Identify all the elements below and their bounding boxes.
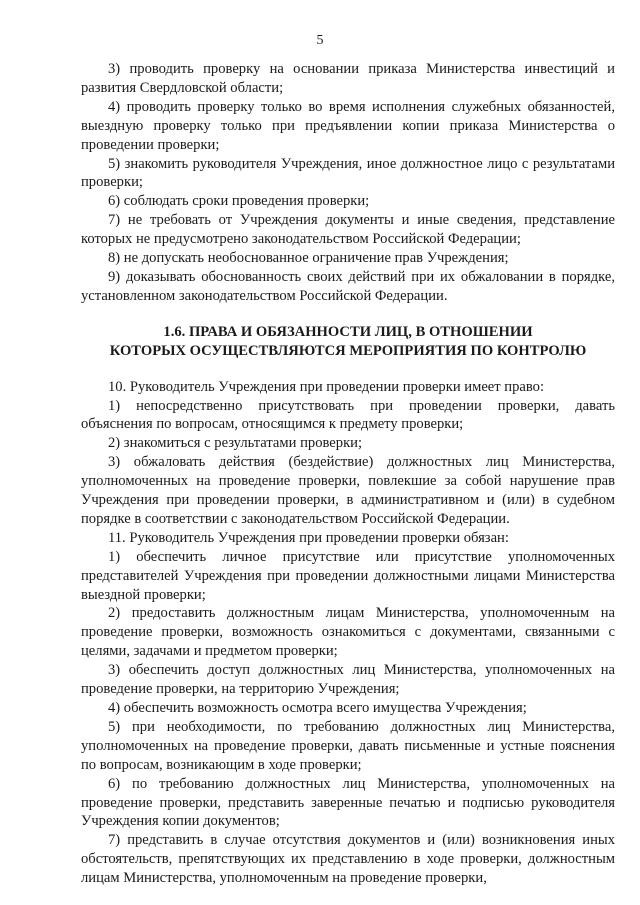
section-heading-line: КОТОРЫХ ОСУЩЕСТВЛЯЮТСЯ МЕРОПРИЯТИЯ ПО КОНТРОЛЮ [109, 342, 587, 359]
paragraph: 1) непосредственно присутствовать при проведении проверки, давать объяснения по вопросам, относящимся к предмету проверки; [81, 397, 615, 433]
document-body [81, 60, 615, 888]
paragraph: 7) представить в случае отсутствия документов и (или) возникновения иных обстоятельств, препятствующих их представлению в ходе проверки, должностным лицам Министерства, уполномоченным на проведение проверки, [81, 832, 615, 887]
section-heading [81, 323, 615, 361]
paragraph: 3) обжаловать действия (бездействие) должностных лиц Министерства, уполномоченных на проведение проверки, повлекшие за собой нарушение прав Учреждения при проведении проверки, в административном и (или) в судебном порядке в соответствии с законодательством Российской Федерации. [81, 454, 615, 527]
spacer [81, 361, 615, 378]
paragraph: 8) не допускать необоснованное ограничение прав Учреждения; [108, 250, 509, 267]
spacer [81, 306, 615, 323]
section-heading-line: 1.6. ПРАВА И ОБЯЗАННОСТИ ЛИЦ, В ОТНОШЕНИИ [163, 323, 533, 340]
paragraph: 3) проводить проверку на основании приказа Министерства инвестиций и развития Свердловской области; [81, 61, 615, 96]
paragraph: 7) не требовать от Учреждения документы и иные сведения, представление которых не предусмотрено законодательством Российской Федерации; [81, 212, 615, 248]
paragraph: 3) обеспечить доступ должностных лиц Министерства, уполномоченных на проведение проверки, на территорию Учреждения; [81, 662, 615, 698]
obligations-list [81, 60, 615, 306]
paragraph: 5) знакомить руководителя Учреждения, иное должностное лицо с результатами проверки; [81, 155, 615, 191]
paragraph: 10. Руководитель Учреждения при проведении проверки имеет право: [108, 378, 545, 395]
paragraph: 6) соблюдать сроки проведения проверки; [108, 193, 370, 210]
paragraph: 4) проводить проверку только во время исполнения служебных обязанностей, выездную проверку только при предъявлении копии приказа Министерства о проведении проверки; [81, 98, 615, 153]
page-number: 5 [316, 33, 324, 48]
paragraph: 5) при необходимости, по требованию должностных лиц Министерства, уполномоченных на проведение проверки, давать письменные и устные пояснения по вопросам, возникающим в ходе проверки; [81, 718, 615, 773]
paragraph: 2) предоставить должностным лицам Министерства, уполномоченным на проведение проверки, возможность ознакомиться с документами, связанными с целями, задачами и предметом проверки; [81, 605, 615, 660]
rights-and-duties-list [81, 378, 615, 888]
paragraph: 1) обеспечить личное присутствие или присутствие уполномоченных представителей Учреждения при проведении должностными лицами Министерства выездной проверки; [81, 548, 615, 603]
paragraph: 6) по требованию должностных лиц Министерства, уполномоченных на проведение проверки, представить заверенные печатью и подписью руководителя Учреждения копии документов; [81, 775, 615, 830]
paragraph: 9) доказывать обоснованность своих действий при их обжаловании в порядке, установленном законодательством Российской Федерации. [81, 268, 615, 304]
paragraph: 4) обеспечить возможность осмотра всего имущества Учреждения; [108, 700, 527, 716]
paragraph: 2) знакомиться с результатами проверки; [108, 435, 363, 452]
paragraph: 11. Руководитель Учреждения при проведении проверки обязан: [108, 529, 509, 546]
